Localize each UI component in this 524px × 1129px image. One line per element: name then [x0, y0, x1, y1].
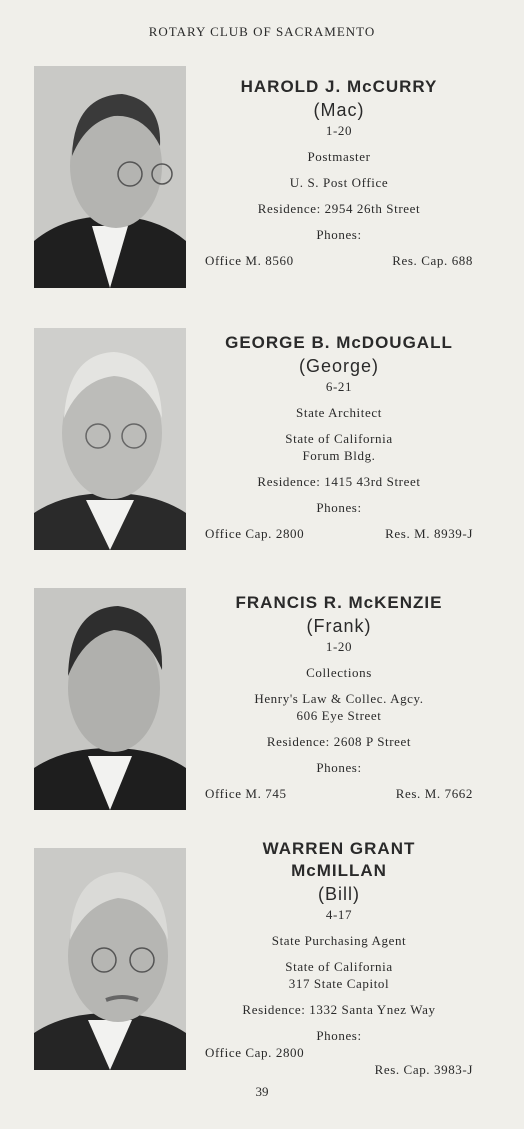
member-name-line: McMILLAN — [291, 861, 387, 880]
portrait-photo — [34, 328, 186, 550]
member-residence: Residence: 1415 43rd Street — [257, 474, 421, 489]
page-number: 39 — [255, 1084, 269, 1099]
member-nickname: (Mac) — [313, 100, 365, 120]
page-header: ROTARY CLUB OF SACRAMENTO — [148, 24, 376, 39]
member-name: GEORGE B. McDOUGALL — [225, 333, 453, 352]
member-residence: Residence: 2954 26th Street — [257, 201, 421, 216]
member-nickname: (Frank) — [306, 616, 372, 636]
member-entry-mcdougall — [0, 326, 524, 566]
member-phones-label: Phones: — [316, 227, 362, 242]
member-office-line: State of California — [285, 959, 393, 974]
member-entry-mckenzie — [0, 586, 524, 826]
portrait-silhouette-icon — [34, 588, 186, 810]
portrait-photo — [34, 848, 186, 1070]
member-nickname: (Bill) — [318, 884, 360, 904]
member-phones-row — [205, 252, 473, 269]
member-phones-row — [205, 785, 473, 802]
member-title: State Architect — [296, 405, 382, 420]
member-office-line: State of California — [285, 431, 393, 446]
portrait-silhouette-icon — [34, 848, 186, 1070]
member-office-phone: Office M. 8560 — [205, 253, 294, 268]
portrait-photo — [34, 66, 186, 288]
member-classification: 1-20 — [325, 123, 353, 138]
member-office-line: 317 State Capitol — [288, 976, 390, 991]
member-phones-label: Phones: — [316, 500, 362, 515]
member-entry-mcmillan — [0, 839, 524, 1086]
member-nickname: (George) — [298, 356, 380, 376]
member-res-phone: Res. Cap. 3983-J — [374, 1062, 473, 1077]
portrait-silhouette-icon — [34, 66, 186, 288]
member-office-phone: Office M. 745 — [205, 786, 287, 801]
member-info — [205, 838, 473, 1078]
member-office-line: Forum Bldg. — [302, 448, 376, 463]
member-res-phone: Res. M. 8939-J — [385, 526, 473, 541]
member-res-phone: Res. Cap. 688 — [392, 253, 473, 268]
member-classification: 1-20 — [325, 639, 353, 654]
member-office-line: 606 Eye Street — [296, 708, 382, 723]
member-phones-label: Phones: — [316, 1028, 362, 1043]
member-residence: Residence: 2608 P Street — [266, 734, 412, 749]
member-office-line: U. S. Post Office — [289, 175, 389, 190]
member-info — [205, 332, 473, 542]
member-classification: 6-21 — [325, 379, 353, 394]
member-phones-label: Phones: — [316, 760, 362, 775]
member-name-line: WARREN GRANT — [262, 839, 416, 858]
member-residence: Residence: 1332 Santa Ynez Way — [242, 1002, 436, 1017]
member-entry-mccurry — [0, 64, 524, 304]
member-name: HAROLD J. McCURRY — [240, 77, 438, 96]
member-title: State Purchasing Agent — [271, 933, 407, 948]
member-classification: 4-17 — [325, 907, 353, 922]
member-office-phone: Office Cap. 2800 — [205, 526, 305, 541]
member-office-phone: Office Cap. 2800 — [205, 1045, 305, 1060]
member-res-phone: Res. M. 7662 — [395, 786, 473, 801]
member-info — [205, 76, 473, 269]
member-name: FRANCIS R. McKENZIE — [235, 593, 443, 612]
portrait-photo — [34, 588, 186, 810]
portrait-silhouette-icon — [34, 328, 186, 550]
member-info — [205, 592, 473, 802]
member-office-line: Henry's Law & Collec. Agcy. — [254, 691, 424, 706]
member-title: Collections — [306, 665, 372, 680]
member-title: Postmaster — [307, 149, 371, 164]
member-phones-row — [205, 525, 473, 542]
